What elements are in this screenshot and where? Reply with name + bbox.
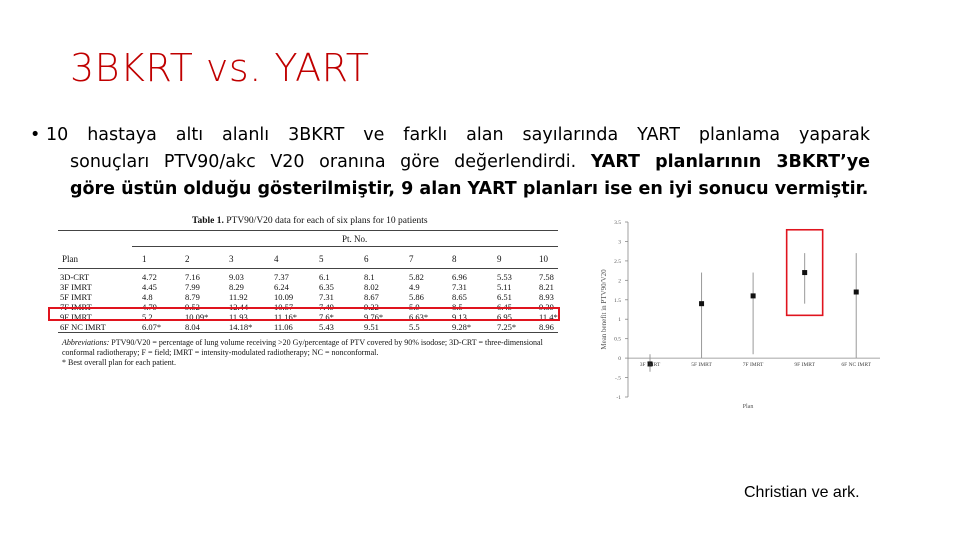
- table-cell-plan: 3D-CRT: [60, 272, 90, 282]
- x-tick-label: 6F NC IMRT: [841, 362, 872, 369]
- slide-title: 3BKRT vs. YART: [70, 46, 370, 90]
- benefit-chart-svg: [590, 212, 890, 412]
- table-cell: 8.5: [452, 302, 463, 312]
- table-header-col: 3: [229, 254, 234, 264]
- table-cell: 11.4*: [539, 312, 558, 322]
- table-cell: 7.58: [539, 272, 554, 282]
- table-cell: 8.04: [185, 322, 200, 332]
- table-cell: 7.25*: [497, 322, 517, 332]
- table-cell: 6.07*: [142, 322, 162, 332]
- table-cell: 4.72: [142, 272, 157, 282]
- table-footnote: * Best overall plan for each patient.: [62, 358, 176, 367]
- table-row: [42, 322, 562, 332]
- table-cell: 8.1: [364, 272, 375, 282]
- table-cell: 12.44: [229, 302, 249, 312]
- table-abbreviations: [62, 338, 562, 368]
- x-tick-label: 9F IMRT: [794, 362, 815, 369]
- y-tick-label: 0: [618, 356, 621, 363]
- bullet-line-3: göre üstün olduğu gösterilmiştir, 9 alan YART planları ise en iyi sonucu vermiştir.: [70, 179, 869, 199]
- table-header-col: 9: [497, 254, 502, 264]
- table-cell: 9.22: [364, 302, 379, 312]
- table-cell: 6.95: [497, 312, 512, 322]
- table-cell: 10.57: [274, 302, 294, 312]
- mean-point: [802, 270, 807, 275]
- table-header-col: 2: [185, 254, 190, 264]
- y-tick-label: 0.5: [614, 336, 621, 343]
- table-cell-plan: 7F IMRT: [60, 302, 92, 312]
- table-cell: 6.35: [319, 282, 334, 292]
- table-cell: 7.49: [319, 302, 334, 312]
- table-cell: 7.16: [185, 272, 200, 282]
- highlight-box-9f-row: [48, 307, 560, 321]
- table-cell: 8.79: [185, 292, 200, 302]
- table-cell: 6.24: [274, 282, 289, 292]
- table-header-col: 7: [409, 254, 414, 264]
- bullet-line-1: 10 hastaya altı alanlı 3BKRT ve farklı alan sayılarında YART planlama yaparak: [46, 125, 870, 145]
- table-cell: 14.18*: [229, 322, 253, 332]
- table-cell: 9.39: [539, 302, 554, 312]
- table-header-col: 8: [452, 254, 457, 264]
- bullet-line-2: [46, 149, 870, 176]
- table-cell: 9.51: [364, 322, 379, 332]
- x-tick-label: 7F IMRT: [742, 362, 764, 369]
- table-cell-plan: 5F IMRT: [60, 292, 92, 302]
- table-cell-plan: 6F NC IMRT: [60, 322, 106, 332]
- table-cell: 9.28*: [452, 322, 472, 332]
- bullet-line-2-bold: YART planlarının 3BKRT’ye: [590, 152, 871, 172]
- table-cell: 6.1: [319, 272, 330, 282]
- table-cell: 11.06: [274, 322, 293, 332]
- table-header-col: 6: [364, 254, 369, 264]
- abbrev-label: Abbreviations:: [62, 338, 110, 347]
- credit-text: Christian ve ark.: [744, 484, 860, 501]
- table-header-col: 4: [274, 254, 279, 264]
- mean-point: [751, 293, 756, 298]
- table-row: [42, 272, 562, 282]
- table-cell: 7.6*: [319, 312, 334, 322]
- mean-point: [699, 301, 704, 306]
- table-cell: 9.13: [452, 312, 467, 322]
- table-cell: 6.45: [497, 302, 512, 312]
- table-caption-text: PTV90/V20 data for each of six plans for 10 patients: [223, 216, 428, 226]
- table-cell: 4.9: [409, 282, 420, 292]
- y-tick-label: -.5: [615, 375, 621, 382]
- y-tick-label: 1: [618, 317, 621, 324]
- table-header-col: 1: [142, 254, 147, 264]
- table-cell: 6.96: [452, 272, 467, 282]
- table-cell-plan: 3F IMRT: [60, 282, 92, 292]
- table-cell: 5.86: [409, 292, 424, 302]
- table-cell: 10.09*: [185, 312, 209, 322]
- table-cell: 10.09: [274, 292, 294, 302]
- table-rule-bottom: [58, 332, 558, 333]
- table-caption-number: Table 1.: [192, 216, 224, 226]
- table-cell: 9.52: [185, 302, 200, 312]
- table-cell-plan: 9F IMRT: [60, 312, 92, 322]
- table-cell: 8.02: [364, 282, 379, 292]
- table-row: [42, 282, 562, 292]
- y-tick-label: 1.5: [614, 297, 621, 304]
- table-cell: 11.93: [229, 312, 248, 322]
- table-cell: 9.03: [229, 272, 244, 282]
- table-cell: 5.11: [497, 282, 512, 292]
- y-tick-label: 3: [618, 239, 621, 246]
- table-cell: 11.92: [229, 292, 248, 302]
- x-tick-label: 3F IMRT: [639, 362, 661, 369]
- abbrev-text: PTV90/V20 = percentage of lung volume receiving >20 Gy/percentage of PTV covered by 90% isodose; 3D-CRT = three-dimensional conformal radiotherapy; F = field; IMRT = intensity-modulated radiotherapy; NC = nonconformal.: [62, 338, 543, 357]
- table-cell: 7.99: [185, 282, 200, 292]
- table-rule-mid: [132, 246, 558, 247]
- y-tick-label: -1: [616, 395, 621, 401]
- mean-point: [854, 290, 859, 295]
- table-cell: 5.5: [409, 322, 420, 332]
- bullet-line-2-normal: sonuçları PTV90/akc V20 oranına göre değerlendirdi.: [70, 152, 591, 172]
- y-tick-label: 2.5: [614, 258, 621, 265]
- benefit-chart: [590, 212, 890, 412]
- table-cell: 5.9: [409, 302, 420, 312]
- table-cell: 5.53: [497, 272, 512, 282]
- table-cell: 4.79: [142, 302, 157, 312]
- y-tick-label: 3.5: [614, 220, 621, 226]
- table-cell: 5.2: [142, 312, 153, 322]
- y-axis-label: Mean benefit in PTV90/V20: [600, 269, 608, 350]
- table-cell: 8.21: [539, 282, 554, 292]
- table-header-col: 10: [539, 254, 548, 264]
- table-cell: 4.8: [142, 292, 153, 302]
- table-header-col: 5: [319, 254, 324, 264]
- table-header-plan: Plan: [62, 254, 79, 264]
- table-cell: 8.96: [539, 322, 554, 332]
- table-cell: 4.45: [142, 282, 157, 292]
- table-cell: 8.67: [364, 292, 379, 302]
- data-table: [42, 212, 562, 372]
- table-row: [42, 292, 562, 302]
- table-cell: 7.31: [319, 292, 334, 302]
- x-axis-label: Plan: [742, 404, 754, 410]
- table-cell: 7.31: [452, 282, 467, 292]
- table-cell: 6.51: [497, 292, 512, 302]
- pt-no-label: Pt. No.: [342, 234, 368, 244]
- table-cell: 5.82: [409, 272, 424, 282]
- table-rule-top: [58, 230, 558, 231]
- table-cell: 8.29: [229, 282, 244, 292]
- bullet-text-block: [30, 122, 871, 203]
- table-cell: 8.93: [539, 292, 554, 302]
- table-cell: 6.63*: [409, 312, 429, 322]
- x-tick-label: 5F IMRT: [691, 362, 712, 369]
- table-rule-header: [58, 268, 558, 269]
- table-cell: 5.43: [319, 322, 334, 332]
- bullet-icon: •: [30, 125, 41, 145]
- table-cell: 9.76*: [364, 312, 384, 322]
- table-cell: 7.37: [274, 272, 289, 282]
- table-cell: 11.16*: [274, 312, 298, 322]
- table-caption: [192, 216, 428, 226]
- table-cell: 8.65: [452, 292, 467, 302]
- y-tick-label: 2: [618, 278, 621, 285]
